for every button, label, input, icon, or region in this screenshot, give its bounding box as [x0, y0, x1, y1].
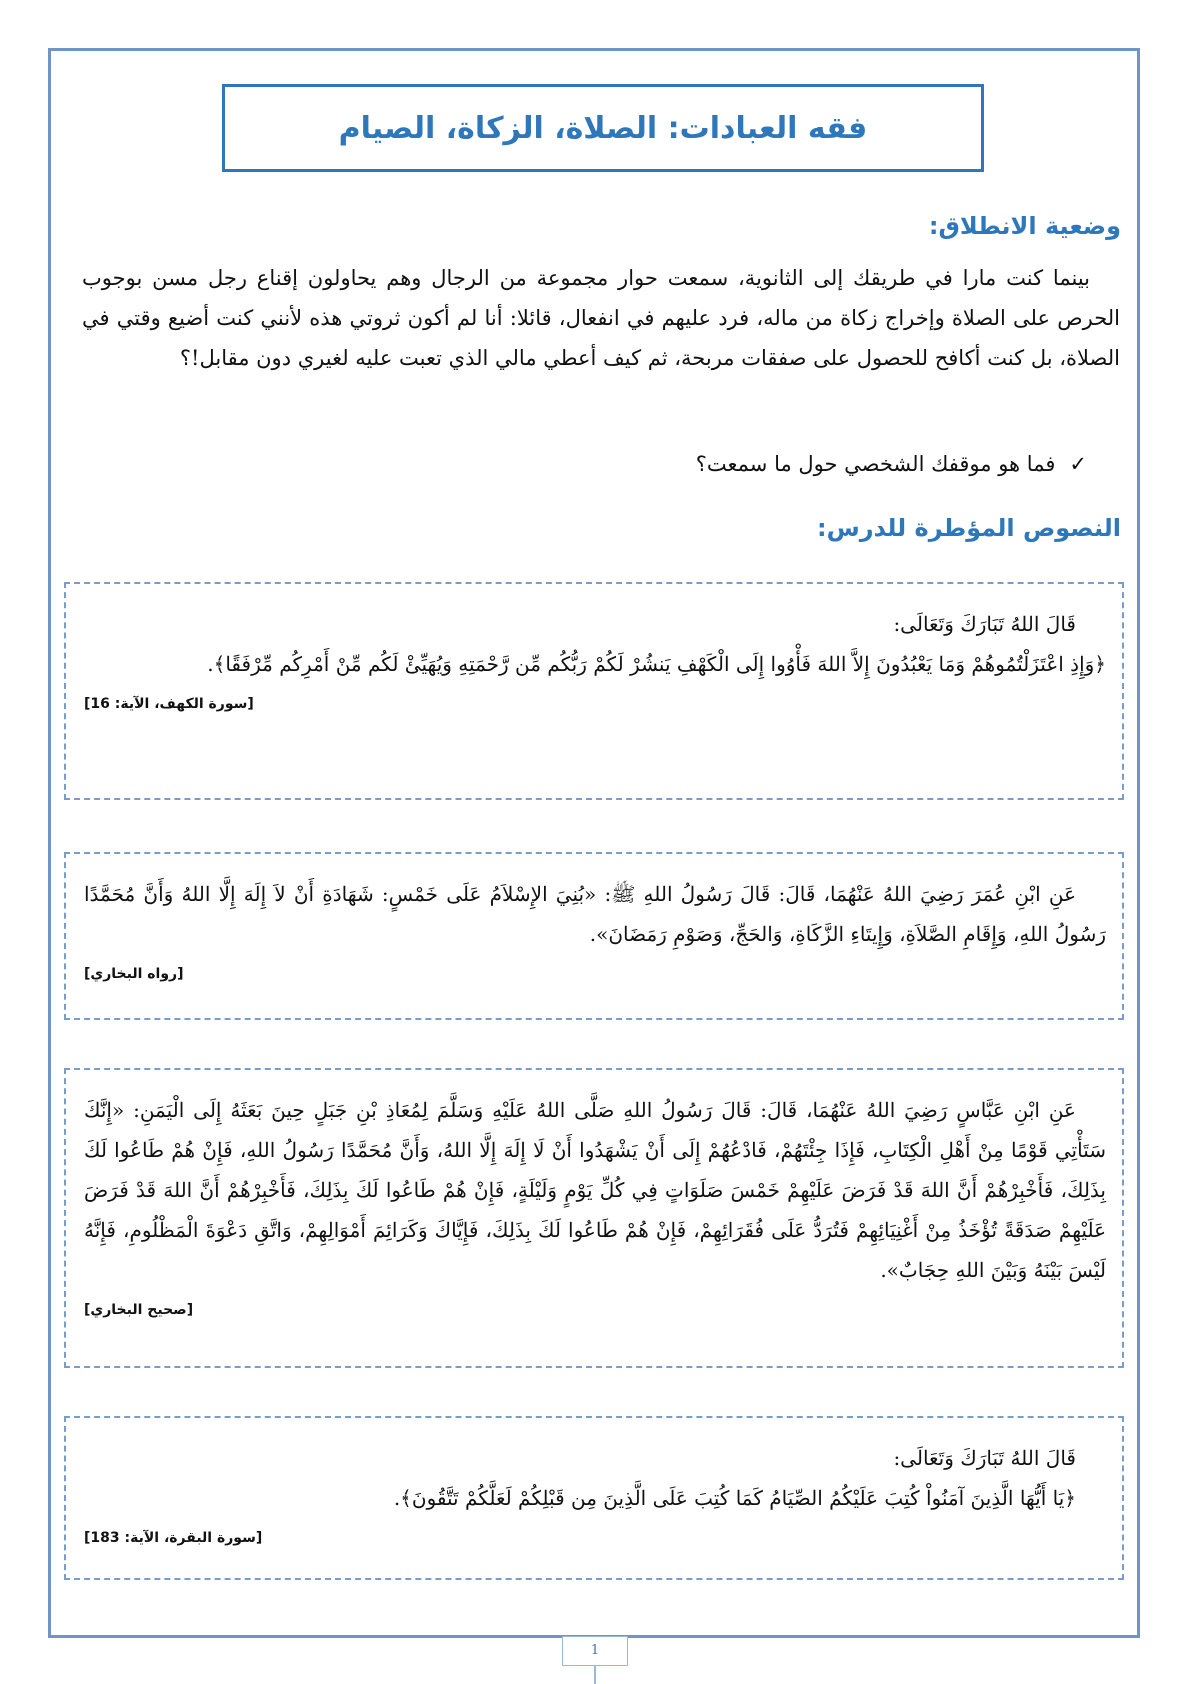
text-citation: [رواه البخاري]	[84, 966, 184, 982]
page-title: فقه العبادات: الصلاة، الزكاة، الصيام	[338, 110, 868, 146]
text-body: ﴿يَا أَيُّهَا الَّذِينَ آمَنُواْ كُتِبَ عَلَيْكُمُ الصِّيَامُ كَمَا كُتِبَ عَلَى الَّذِينَ مِن قَبْلِكُمْ لَعَلَّكُمْ تَتَّقُونَ﴾.	[393, 1486, 1076, 1510]
text-intro: قَالَ اللهُ تَبَارَكَ وَتَعَالَى:	[893, 1446, 1076, 1470]
title-box	[222, 84, 984, 172]
text-box-hadith-islam-pillars	[64, 852, 1124, 1020]
text-body: ﴿وَإِذِ اعْتَزَلْتُمُوهُمْ وَمَا يَعْبُدُونَ إِلاَّ اللهَ فَأْوُوا إِلَى الْكَهْفِ يَنشُرْ لَكُمْ رَبُّكُم مِّن رَّحْمَتِهِ وَيُهَيِّئْ لَكُم مِّنْ أَمْرِكُم مِّرْفَقًا﴾.	[207, 652, 1106, 676]
reflection-question	[696, 452, 1087, 476]
text-box-hadith-muadh	[64, 1068, 1124, 1368]
text-citation: [سورة البقرة، الآية: 183]	[84, 1530, 263, 1546]
text-intro: قَالَ اللهُ تَبَارَكَ وَتَعَالَى:	[893, 612, 1076, 636]
text-citation: [صحيح البخاري]	[84, 1302, 194, 1318]
text-body: عَنِ ابْنِ عُمَرَ رَضِيَ اللهُ عَنْهُمَا، قَالَ: قَالَ رَسُولُ اللهِ ﷺ: «بُنِيَ الإِسْلاَمُ عَلَى خَمْسٍ: شَهَادَةِ أَنْ لاَ إِلَهَ إِلَّا اللهُ وَأَنَّ مُحَمَّدًا رَسُولُ اللهِ، وَإِقَامِ الصَّلاَةِ، وَإِيتَاءِ الزَّكَاةِ، وَالحَجِّ، وَصَوْمِ رَمَضَانَ».	[84, 882, 1106, 946]
text-box-quran-baqarah	[64, 1416, 1124, 1580]
page-number: 1	[562, 1636, 628, 1666]
text-box-quran-kahf	[64, 582, 1124, 800]
text-citation: [سورة الكهف، الآية: 16]	[84, 696, 254, 712]
check-icon: ✓	[1069, 452, 1087, 476]
section-heading-framing-texts: النصوص المؤطرة للدرس:	[816, 514, 1121, 542]
section-heading-starting-situation: وضعية الانطلاق:	[928, 212, 1121, 240]
reflection-question-text: فما هو موقفك الشخصي حول ما سمعت؟	[695, 452, 1056, 476]
text-body: عَنِ ابْنِ عَبَّاسٍ رَضِيَ اللهُ عَنْهُمَا، قَالَ: قَالَ رَسُولُ اللهِ صَلَّى اللهُ عَلَيْهِ وَسَلَّمَ لِمُعَاذِ بْنِ جَبَلٍ حِينَ بَعَثَهُ إِلَى الْيَمَنِ: «إِنَّكَ سَتَأْتِي قَوْمًا مِنْ أَهْلِ الْكِتَابِ، فَإِذَا جِئْتَهُمْ، فَادْعُهُمْ إِلَى أَنْ يَشْهَدُوا أَنْ لَا إِلَهَ إِلَّا اللهُ، وَأَنَّ مُحَمَّدًا رَسُولُ اللهِ، فَإِنْ هُمْ طَاعُوا لَكَ بِذَلِكَ، فَأَخْبِرْهُمْ أَنَّ اللهَ قَدْ فَرَضَ عَلَيْهِمْ خَمْسَ صَلَوَاتٍ فِي كُلِّ يَوْمٍ وَلَيْلَةٍ، فَإِنْ هُمْ طَاعُوا لَكَ بِذَلِكَ، فَأَخْبِرْهُمْ أَنَّ اللهَ قَدْ فَرَضَ عَلَيْهِمْ صَدَقَةً تُؤْخَذُ مِنْ أَغْنِيَائِهِمْ فَتُرَدُّ عَلَى فُقَرَائِهِمْ، فَإِنْ هُمْ طَاعُوا لَكَ بِذَلِكَ، فَإِيَّاكَ وَكَرَائِمَ أَمْوَالِهِمْ، وَاتَّقِ دَعْوَةَ الْمَظْلُومِ، فَإِنَّهُ لَيْسَ بَيْنَهُ وَبَيْنَ اللهِ حِجَابٌ».	[84, 1098, 1106, 1282]
page-number-stem	[594, 1666, 596, 1684]
starting-situation-paragraph: بينما كنت مارا في طريقك إلى الثانوية، سمعت حوار مجموعة من الرجال وهم يحاولون إقناع رجل مسن بوجوب الحرص على الصلاة وإخراج زكاة من ماله، فرد عليهم في انفعال، قائلا: أنا لم أكون ثروتي هذه لأنني كنت أضيع وقتي في الصلاة، بل كنت أكافح للحصول على صفقات مربحة، ثم كيف أعطي مالي الذي تعبت عليه لغيري دون مقابل!؟	[82, 266, 1120, 370]
